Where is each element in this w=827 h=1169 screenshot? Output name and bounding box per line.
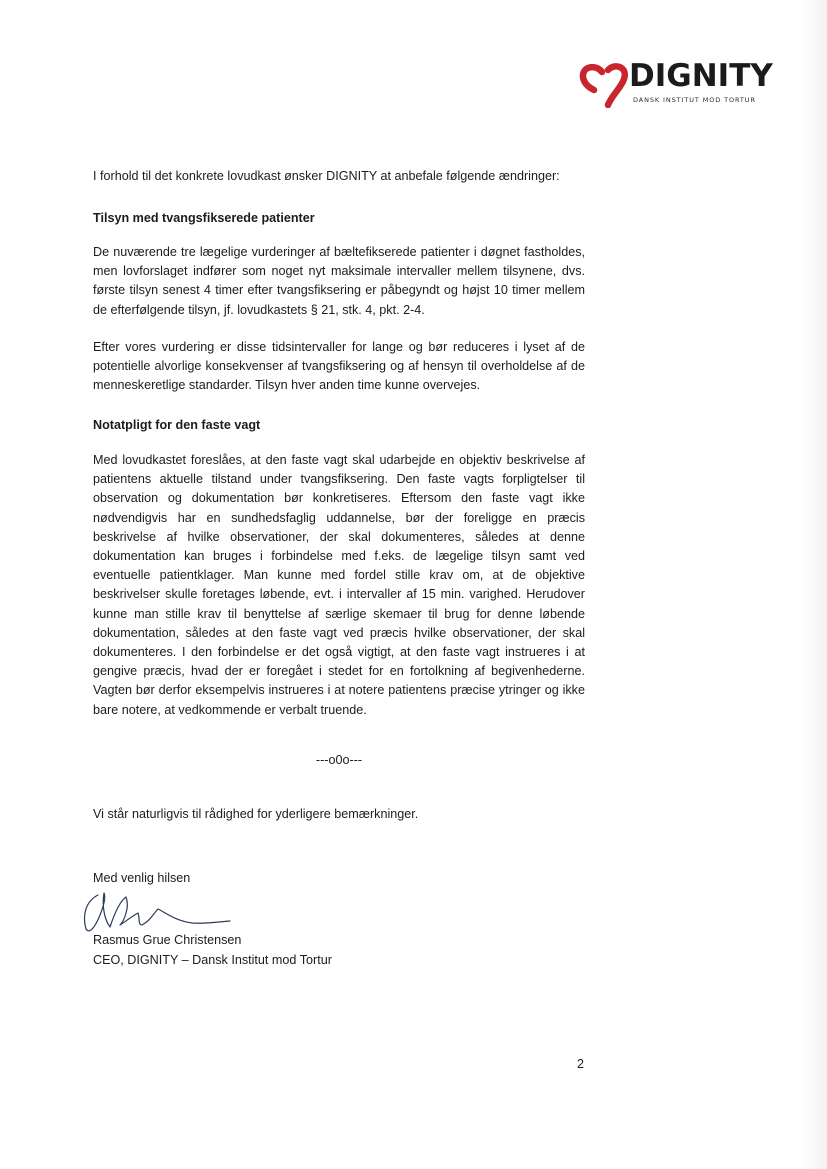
handwritten-signature <box>80 885 240 937</box>
signer-name: Rasmus Grue Christensen <box>93 933 242 947</box>
logo-tagline: DANSK INSTITUT MOD TORTUR <box>633 96 756 104</box>
salutation: Med venlig hilsen <box>93 871 191 885</box>
dignity-logo <box>578 58 773 108</box>
section-heading-documentation: Notatpligt for den faste vagt <box>93 418 261 432</box>
paragraph-supervision-2: Efter vores vurdering er disse tidsintervaller for lange og bør reduceres i lyset af de potentielle alvorlige konsekvenser af tvangsfiksering og af hensyn til overholdelse af de menneskeretlige standarder. Tilsyn hver anden time kunne overvejes. <box>93 340 585 393</box>
signer-title: CEO, DIGNITY – Dansk Institut mod Tortur <box>93 953 332 967</box>
intro-paragraph: I forhold til det konkrete lovudkast ønsker DIGNITY at anbefale følgende ændringer: <box>93 169 560 183</box>
closing-remark: Vi står naturligvis til rådighed for yderligere bemærkninger. <box>93 807 419 821</box>
page-number: 2 <box>577 1057 585 1071</box>
section-heading-supervision: Tilsyn med tvangsfikserede patienter <box>93 211 315 225</box>
paragraph-documentation: Med lovudkastet foreslåes, at den faste vagt skal udarbejde en objektiv beskrivelse af patientens aktuelle tilstand under tvangsfiksering. Den faste vagts forpligtelser til observation og dokumentation bør konkretiseres. Eftersom den faste vagt ikke nødvendigvis har en sundhedsfaglig uddannelse, bør der foreligge en præcis beskrivelse af hvilke observationer, der skal dokumenteres, således at denne dokumentation kan bruges i forbindelse med f.eks. de lægelige tilsyn samt ved eventuelle patientklager. Man kunne med fordel stille krav om, at de objektive beskrivelser skulle foretages løbende, evt. i intervaller af 15 min. varighed. Herudover kunne man stille krav til benyttelse af særlige skemaer til brug for denne løbende dokumentation, således at den faste vagt ved præcis hvilke observationer, der skal dokumenteres. I den forbindelse er det også vigtigt, at den faste vagt instrueres i at gengive præcis, hvad der er foregået i stedet for en fortolkning af begivenhederne. Vagten bør derfor eksempelvis instrueres i at notere patientens præcise ytringer og ikke bare notere, at vedkommende er verbalt truende. <box>93 453 585 717</box>
logo-wordmark: DIGNITY <box>629 58 773 94</box>
section-divider: ---o0o--- <box>315 753 363 767</box>
paragraph-supervision-1: De nuværende tre lægelige vurderinger af bæltefikserede patienter i døgnet fastholdes, men lovforslaget indfører som noget nyt maksimale intervaller mellem tilsynene, dvs. første tilsyn senest 4 timer efter tvangsfiksering er påbegyndt og højst 10 timer mellem de efterfølgende tilsyn, jf. lovudkastets § 21, stk. 4, pkt. 2-4. <box>93 245 585 317</box>
heart-logo-icon <box>578 58 630 108</box>
